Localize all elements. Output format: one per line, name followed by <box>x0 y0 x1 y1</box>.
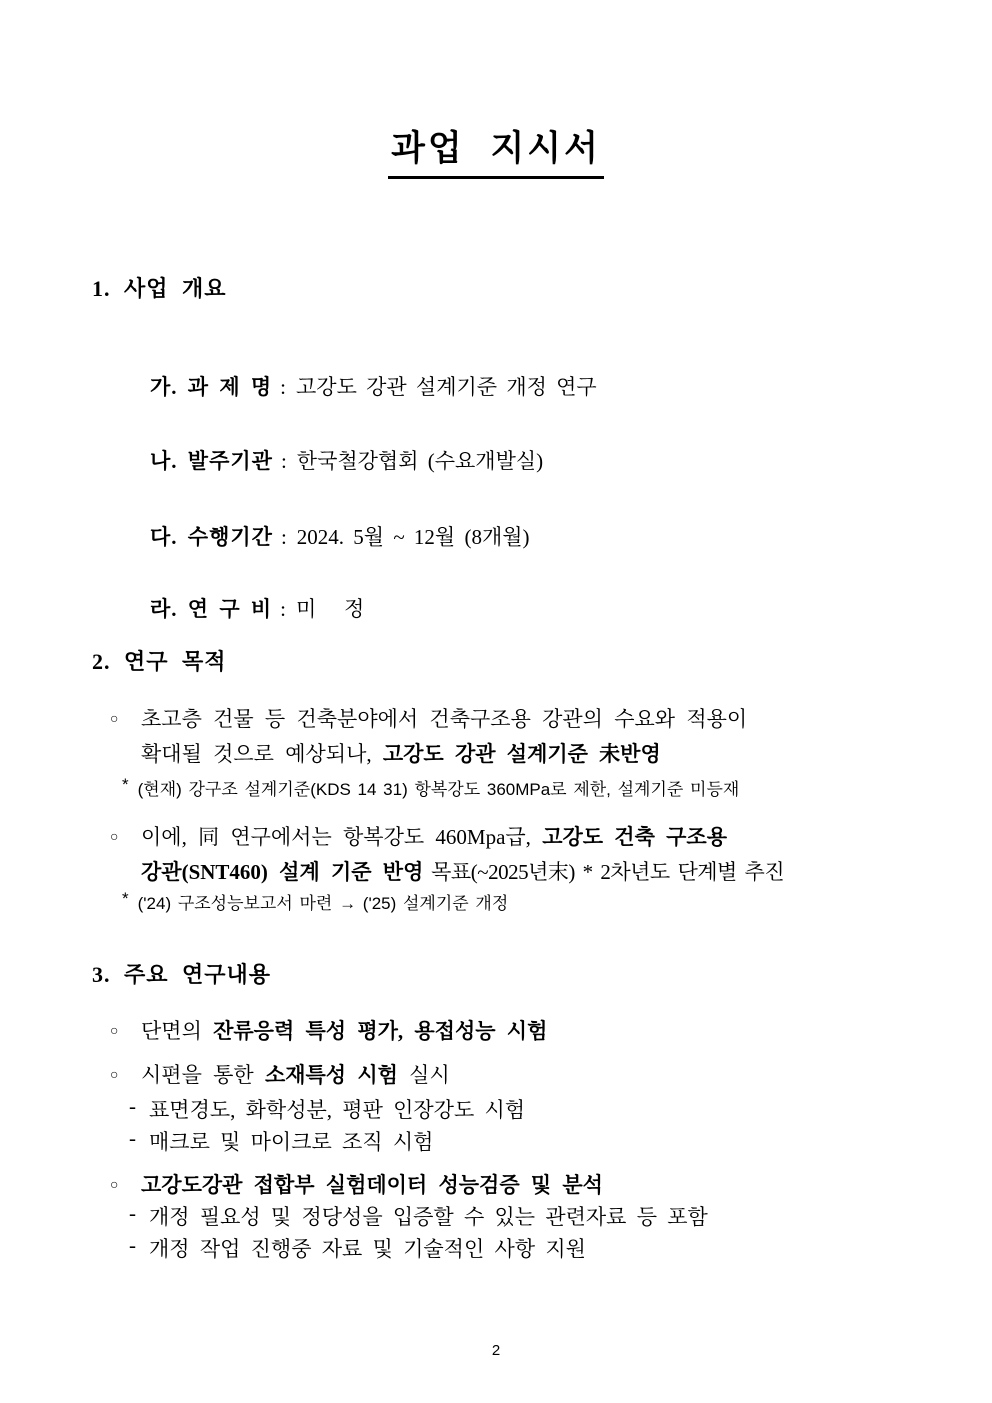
project-name-label: 가. 과 제 명 <box>150 375 273 399</box>
dash-bullet-icon: - <box>129 1233 136 1257</box>
content-bullet-1-text <box>141 1014 547 1049</box>
research-budget-row <box>113 568 364 648</box>
content-3-sub-1 <box>129 1201 708 1231</box>
ordering-agency-value: 한국철강협회 (수요개발실) <box>296 449 544 473</box>
content-3-sub-2-text: 개정 작업 진행중 자료 및 기술적인 사항 지원 <box>149 1237 586 1261</box>
content-2-sub-2 <box>129 1126 433 1156</box>
content-3-bold: 고강도강관 접합부 실험데이터 성능검증 및 분석 <box>141 1173 603 1197</box>
objective-note-2 <box>122 889 508 914</box>
objective-1-bold: 고강도 강관 설계기준 未반영 <box>382 742 661 766</box>
section-2-heading: 2. 연구 목적 <box>92 649 227 674</box>
content-1-pre: 단면의 <box>141 1019 214 1043</box>
colon-separator: : <box>280 449 287 473</box>
objective-bullet-1-text <box>141 702 747 772</box>
ordering-agency-row <box>113 420 543 500</box>
objective-bullet-2-text <box>141 820 784 890</box>
section-3-heading: 3. 주요 연구내용 <box>92 962 272 987</box>
circle-bullet-icon: ○ <box>110 1178 119 1193</box>
circle-bullet-icon: ○ <box>110 830 119 845</box>
objective-note-1-text: (현재) 강구조 설계기준(KDS 14 31) 항복강도 360MPa로 제한, 설계기준 미등재 <box>137 780 740 799</box>
content-1-bold: 잔류응력 특성 평가, 용접성능 시험 <box>213 1019 548 1043</box>
dash-bullet-icon: - <box>129 1201 136 1225</box>
objective-note-2-text: ('24) 구조성능보고서 마련 → ('25) 설계기준 개정 <box>137 894 509 913</box>
content-2-bold: 소재특성 시험 <box>264 1063 398 1087</box>
circle-bullet-icon: ○ <box>110 1024 119 1039</box>
asterisk-icon: * <box>122 775 129 794</box>
objective-2-line1: 이에, 同 연구에서는 항복강도 460Mpa급, <box>141 825 543 849</box>
content-bullet-3-text <box>141 1168 603 1203</box>
content-2-pre: 시편을 통한 <box>141 1063 265 1087</box>
objective-bullet-2 <box>110 820 784 890</box>
circle-bullet-icon: ○ <box>110 1068 119 1083</box>
content-3-sub-2 <box>129 1233 586 1263</box>
project-name-row <box>113 346 597 426</box>
content-2-sub-1-text: 표면경도, 화학성분, 평판 인장강도 시험 <box>149 1098 526 1122</box>
project-period-value: 2024. 5월 ~ 12월 (8개월) <box>296 525 530 549</box>
objective-1-line2: 확대될 것으로 예상되나, <box>141 742 383 766</box>
objective-note-1 <box>122 775 739 800</box>
colon-separator: : <box>280 525 287 549</box>
content-bullet-2 <box>110 1058 450 1093</box>
colon-separator: : <box>280 597 286 621</box>
section-1-heading: 1. 사업 개요 <box>92 276 227 301</box>
objective-1-line1: 초고층 건물 등 건축분야에서 건축구조용 강관의 수요와 적용이 <box>141 707 748 731</box>
content-2-post: 실시 <box>397 1063 450 1087</box>
dash-bullet-icon: - <box>129 1094 136 1118</box>
colon-separator: : <box>280 375 286 399</box>
project-name-value: 고강도 강관 설계기준 개정 연구 <box>296 375 597 399</box>
objective-2-line1-bold: 고강도 건축 구조용 <box>542 825 727 849</box>
title-container <box>0 121 992 179</box>
document-title: 과업 지시서 <box>388 121 604 179</box>
content-2-sub-2-text: 매크로 및 마이크로 조직 시험 <box>149 1130 434 1154</box>
dash-bullet-icon: - <box>129 1126 136 1150</box>
objective-2-line2-bold: 강관(SNT460) 설계 기준 반영 <box>141 860 424 884</box>
content-bullet-3 <box>110 1168 603 1203</box>
research-budget-label: 라. 연 구 비 <box>150 597 273 621</box>
content-bullet-2-text <box>141 1058 450 1093</box>
content-bullet-1 <box>110 1014 547 1049</box>
research-budget-value: 미 정 <box>296 597 365 621</box>
ordering-agency-label: 나. 발주기관 <box>150 449 273 473</box>
content-2-sub-1 <box>129 1094 525 1124</box>
project-period-row <box>113 496 530 576</box>
content-3-sub-1-text: 개정 필요성 및 정당성을 입증할 수 있는 관련자료 등 포함 <box>149 1205 708 1229</box>
circle-bullet-icon: ○ <box>110 712 119 727</box>
project-period-label: 다. 수행기간 <box>150 525 273 549</box>
objective-2-line2-rest: 목표(~2025년末) * 2차년도 단계별 추진 <box>423 860 785 884</box>
page-number: 2 <box>491 1342 501 1359</box>
asterisk-icon: * <box>122 889 129 908</box>
objective-bullet-1 <box>110 702 747 772</box>
